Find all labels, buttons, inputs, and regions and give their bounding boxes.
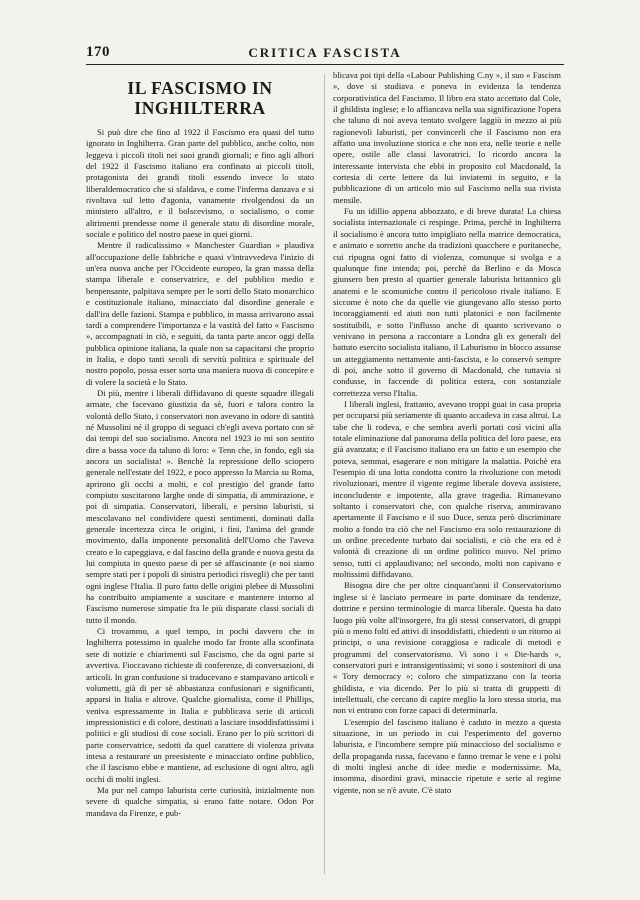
article-title: IL FASCISMO IN INGHILTERRA	[127, 78, 273, 118]
paragraph: L'esempio del fascismo italiano è caduto in mezzo a questa situazione, in un periodo in cui l'esperimento del governo laburista, e l'incombere sempre più minaccioso del socialismo e della propaganda russa, facevano e fanno tremar le vene e i polsi di molti inglesi anche di idee medie e modernissime. Ma, insomma, disordini gravi, minaccie ripetute e serie al regime vigente, non se n'è avute. C'è stato	[333, 716, 561, 795]
paragraph: Si può dire che fino al 1922 il Fascismo era quasi del tutto ignorato in Inghilterra. Gran parte del pubblico, anche colto, non leggeva i piccoli titoli nei suoi grandi giornali; e fino agli albori del 1922 il Fascismo italiano era confinato ai piccoli titoli, protagonista dei grandi titoli essendo invece lo stato liberaldemocratico che si sfaldava, e come l'inferma danzava e si rivoltava sul letto d'agonia, vanamente rivolgendosi da un ministero all'altro, e il bolscevismo, o socialismo, o come altrimenti prendesse nome il generale stato di disordine morale, sociale e politico del nostro paese in quei giorni.	[86, 127, 314, 240]
page-number: 170	[86, 44, 110, 60]
paragraph: Mentre il radicalissimo « Manchester Guardian » plaudiva all'occupazione delle fabbriche e quasi v'intravvedeva l'inizio di un'era nuova anche per l'Occidente europeo, la gran massa della stampa liberale e conservatrice, e del pubblico medio e benpensante, palpitava sempre per le sorti dello Stato monarchico e costituzionale italiano, minacciato dal disordine generale e dall'ira delle fazioni. Stampa e pubblico, in massa arrivarono assai tardi a comprendere l'importanza e la vastità del fatto « Fascismo », accompagnati in ciò, e seguiti, da tanta parte ancor oggi della pubblica opinione italiana, la quale non sa capacitarsi che proprio in Italia, e dopo tanti secoli di servitù politica e spirituale del nostro popolo, possa esser sorta una maniera nuova di concepire e di volere la società e lo Stato.	[86, 240, 314, 387]
paragraph: Di più, mentre i liberali diffidavano di queste squadre illegali armate, che facevano giustizia da sè, fuori e talora contro la volontà dello Stato, i conservatori non avevano in odore di santità né Mussolini né il gruppo di seguaci ch'egli aveva portato con sè dai tempi del suo socialismo. Ancora nel 1923 io mi son sentito dire a bassa voce da taluno di loro: « Tenn che, in fondo, egli sia ancora un socialista! ». Benchè la repressione dello sciopero generale nell'estate del 1922, e poco appresso la Marcia su Roma, aprirono gli occhi a molti, e col prestigio del grande fatto compiuto suscitarono larghe onde di simpatia, di ammirazione, e poi di simpatia. Conservatori, liberali, e persino laburisti, si mescolavano nel condividere questi sentimenti, dominati dalla generale incertezza circa le origini, i fini, l'anima del grande movimento, dalla imponente personalità dell'Uomo che l'aveva creato e lo capeggiava, e dal fascino della grande e nuova gesta da lui compiuta in questo paese di per sè affascinante (e noi siamo sempre stati per i popoli di sinistra periodici risvegli) che per tanti ogni inglese l'Italia. Il puro fatto delle origini plebee di Mussolini ha contribuito ampiamente a suscitare e mantenere intorno al Fascismo numerose simpatie fra le più disparate classi sociali di tutto il mondo.	[86, 387, 314, 625]
page-header	[86, 42, 564, 65]
paragraph: Ci trovammo, a quel tempo, in pochi davvero che in Inghilterra potessimo in qualche modo far fronte alla sconfinata sete di notizie e chiarimenti sul Fascismo, che da ogni parte si avvertiva. Fioccavano richieste di conferenze, di conversazioni, di articoli. In gran confusione si traducevano e stampavano articoli e volumetti, già di per sè abbastanza confusionari e significanti, apparsi in Italia e altrove. Qualche giornalista, come il Phillips, veniva espressamente in Italia e pubblicava serie di articoli impressionistici e di colore, destinati a lasciare insoddisfattissimi i politici e gli studiosi di cose sociali. Erano per lo più scrittori di parte conservatrice, sedotti da quel carattere di violenza privata intesa a restaurare un preesistente e minacciato ordine pubblico, che il fascismo ebbe e mantiene, ad esclusione di ogni altro, agli occhi di molti inglesi.	[86, 626, 314, 784]
left-column	[86, 78, 314, 870]
paragraph: I liberali inglesi, frattanto, avevano troppi guai in casa propria per occuparsi più seriamente di quanto accadeva in casa altrui. La tabe che li rodeva, e che sembra averli portati così vicini alla totale eliminazione dal panorama della politica del loro paese, era già avanzata; e il Fascismo italiano era un fatto e un esempio che poteva, semmai, esagerare e non mitigare la malattia. Poichè era l'esempio di una lotta condotta contro la rivoluzione con metodi rivoluzionari, mentre il vigente regime liberale doveva assistere, inconcludente e impotente, alla grave tragedia. Rimanevano soltanto i conservatori che, con qualche riserva, ammiravano apertamente il Fascismo e il suo Duce, senza però discriminare molto a fondo tra ciò che nel Fascismo era solo restaurazione di un ordine precedente turbato dai socialisti, e ciò che era ed è volontà di creazione di un ordine politico nuovo. Nel primo senso, tutti ci applaudivano; nel secondo, molti non capivano e moltissimi diffidavano.	[333, 398, 561, 580]
paragraph: Fu un idillio appena abbozzato, e di breve durata! La chiesa socialista internazionale ci respinge. Prima, perchè in Inghilterra il socialismo è ancora tutto impigliato nella matrice democratica, e animato e sorretto anche da tradizioni quacchere e puritaneche, cui ripugna ogni fatto di violenza, comunque si svolga e a qualunque fine intenda; poi, perchè da Berlino e da Mosca giunsero ben presto al quartier generale laburista britannico gli anatemi e le scomuniche contro il pericoloso rivale italiano. E siccome è noto che da quelle vie giungevano allo stesso porto incoraggiamenti ed aiuti non tutti platonici e non facilmente sostituibili, e sotto l'influsso anche di quanto scrivevano o venivano in persona a raccontare a Londra gli ex generali del battuto esercito socialista italiano, il Laburismo in blocco assunse un atteggiamento nettamente anti-fascista, e lo conservò sempre di poi, anche sotto il governo di Macdonald, che tuttavia si condusse, in faccende di politica estera, con sostanziale correttezza verso l'Italia.	[333, 206, 561, 398]
paragraph: Bisogna dire che per oltre cinquant'anni il Conservatorismo inglese si è lasciato permeare in parte dominare da tendenze, dottrine e persino terminologie di marca liberale. Questa ha dato luogo più volte all'insorgere, fra gli stessi conservatori, di gruppi più o meno folti ed attivi di insoddisfatti, chiedenti o un ritorno ai principi, o una revisione coraggiosa e radicale di metodi e programmi del conservatorismo. Vi sono i « Die-hards », conservatori puri e intransigentissimi; vi sono i sostenitori di una « Tory democracy »; coloro che simpatizzano con la teoria ghildista, e via dicendo. Per lo più si tratta di gruppetti di intellettuali, che cercano di capire meglio la loro stessa storia, ma non vi entrano con forze capaci di determinarla.	[333, 580, 561, 716]
paragraph: blicava poi tipi della «Labour Publishing C.ny », il suo « Fascism », dove si studiava e poneva in evidenza la tendenza corporativistica del Fascismo. Il libro era stato accettato dal Cole, il ghildista inglese; e lo affiancava nella sua significazione l'opera che taluno di noi aveva tentato svolgere laggiù in mezzo ai più ragionevoli laburisti, per convincerli che il Fascismo non era affatto una involuzione storica e che non era, nelle teorie e nelle opere, ostile alle classi lavoratrici. Io ricordo ancora la interessante intervista che ebbi in proposito col Macdonald, la cortesia di certe lettere da lui inviatemi in seguito, e la pubblicazione di un articolo mio sul Fascismo nella sua rivista mensile.	[333, 70, 561, 205]
column-divider	[324, 74, 325, 874]
running-title: CRITICA FASCISTA	[248, 45, 402, 60]
paragraph: Ma pur nel campo laburista certe curiosità, inizialmente non severe di qualche simpatia, si erano fatte notare. Odon Por mandava da Firenze, e pub-	[86, 784, 314, 818]
right-column	[333, 70, 561, 870]
